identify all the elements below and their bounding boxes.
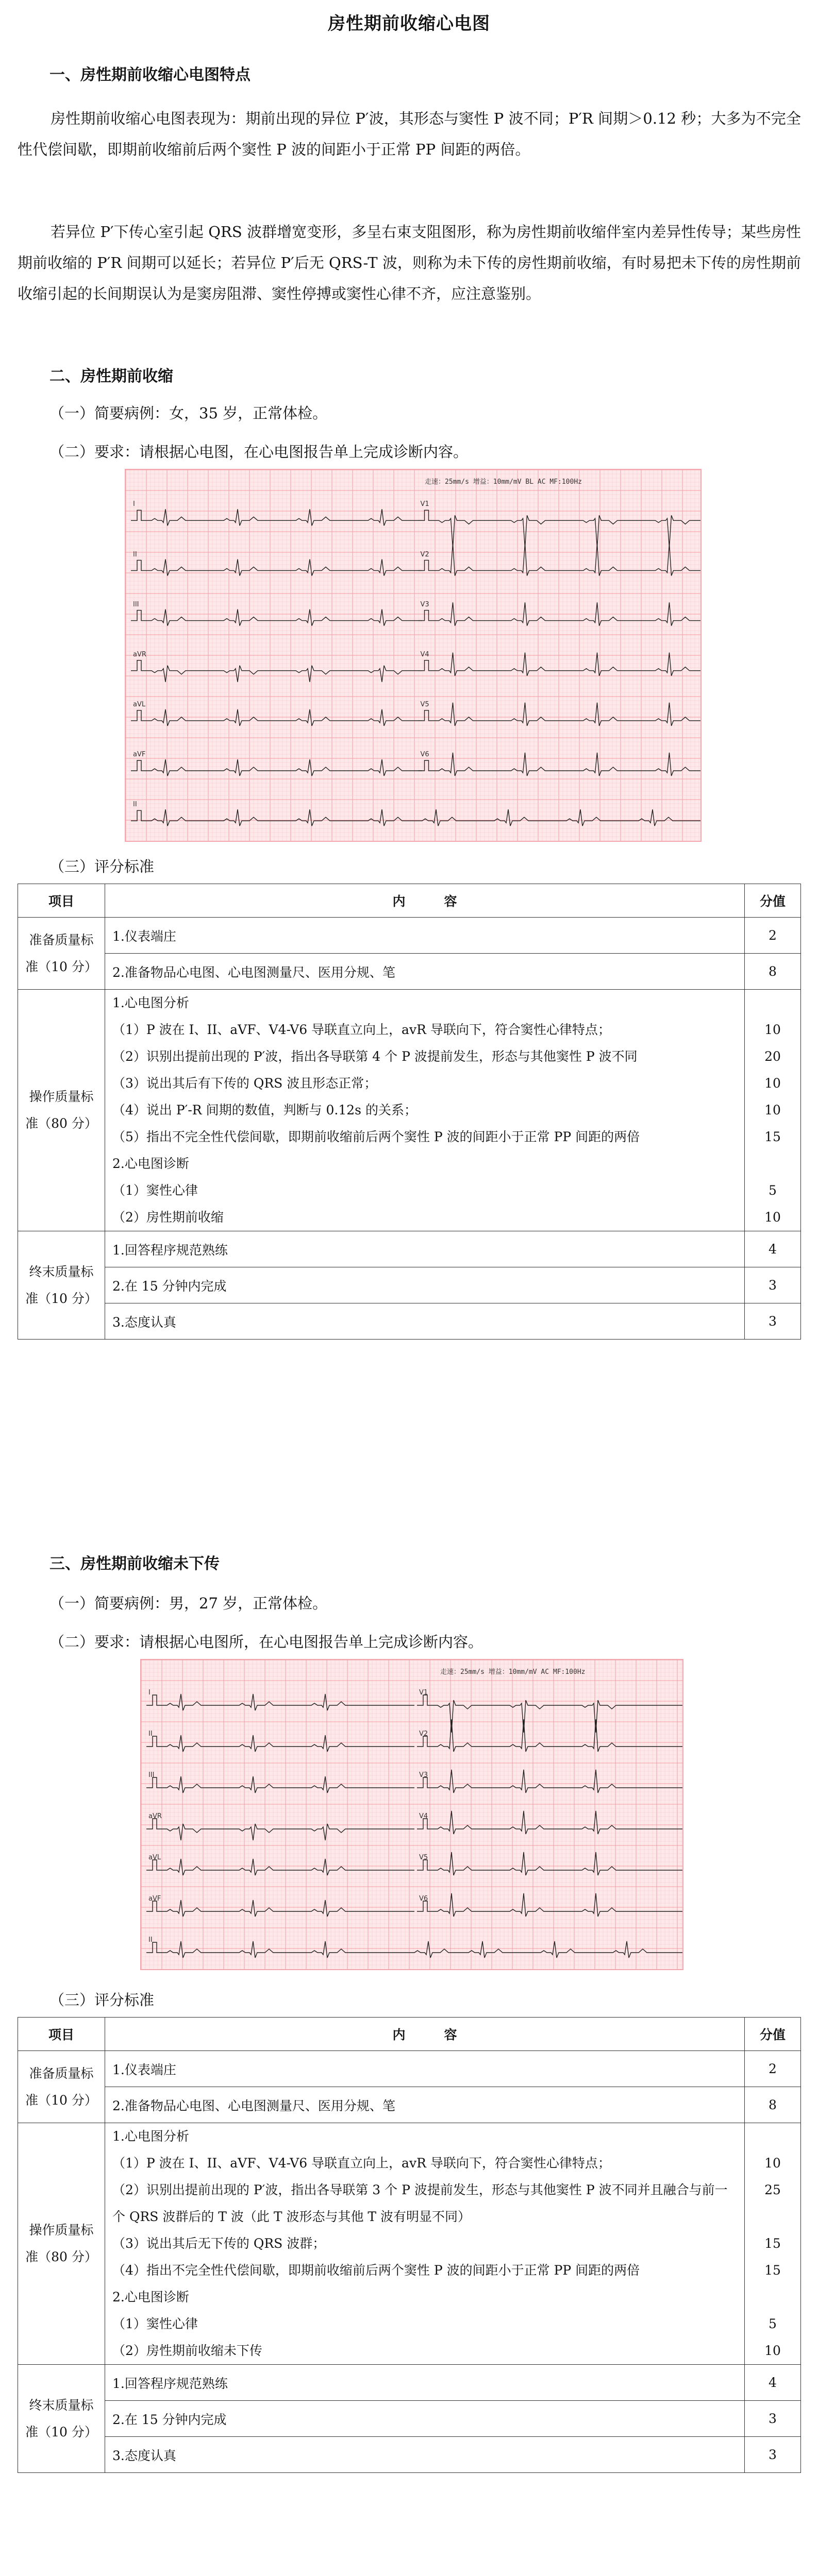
score-table-2 <box>18 2017 801 2473</box>
tbl2-item-score: 2 <box>745 2051 801 2087</box>
tbl1-score-block-1 <box>745 990 801 1231</box>
tbl1-category-2: 终末质量标准（10 分） <box>18 1231 105 1340</box>
tbl1-header-1: 内 容 <box>105 884 745 918</box>
section1-heading: 一、房性期前收缩心电图特点 <box>49 66 251 84</box>
ecg-lead-label: aVF <box>148 1895 161 1903</box>
tbl2-item-score: 8 <box>745 2087 801 2123</box>
tbl1-item: （4）说出 P′-R 间期的数值，判断与 0.12s 的关系； <box>112 1103 417 1117</box>
tbl1-item: 1.仪表端庄 <box>105 918 745 954</box>
tbl2-item-score <box>752 2123 793 2150</box>
ecg-lead-label: aVL <box>148 1854 161 1861</box>
tbl1-category-0: 准备质量标准（10 分） <box>18 918 105 990</box>
section3-case: （一）简要病例：男，27 岁，正常体检。 <box>49 1595 328 1612</box>
tbl1-item: （3）说出其后有下传的 QRS 波且形态正常； <box>112 1076 377 1091</box>
section2-criteria-heading: （三）评分标准 <box>49 858 155 875</box>
section3-heading: 三、房性期前收缩未下传 <box>49 1555 220 1573</box>
ecg-image-1 <box>125 469 702 842</box>
ecg-lead-label: V1 <box>419 1689 428 1697</box>
tbl1-item-score: 15 <box>764 1129 781 1144</box>
tbl1-item-score: 10 <box>764 1103 781 1117</box>
ecg-lead-label: V1 <box>420 500 429 509</box>
tbl2-item: （2）识别出提前出现的 P′波，指出各导联第 3 个 P 波提前发生，形态与其他窦性 P 波不同并且融合与前一个 QRS 波群后的 T 波（此 T 波形态与其他 T 波有明显不同） <box>112 2182 728 2224</box>
ecg-lead-label: II <box>133 801 137 809</box>
section1-para2: 若异位 P′下传心室引起 QRS 波群增宽变形，多呈右束支阻图形，称为房性期前收缩伴室内差异性传导；某些房性期前收缩的 P′R 间期可以延长；若异位 P′后无 QRS-T 波，则称为未下传的房性期前收缩，有时易把未下传的房性期前收缩引起的长间期误认为是窦房阻滞、窦性停搏或窦性心律不齐，应注意鉴别。 <box>18 223 801 302</box>
ecg-trace-graphic <box>141 1660 682 1969</box>
tbl1-item-score: 10 <box>764 1210 781 1225</box>
ecg-lead-label: II <box>148 1936 153 1944</box>
ecg-lead-label: V6 <box>420 751 429 759</box>
tbl2-item-score: 5 <box>769 2316 777 2331</box>
ecg-lead-label: V2 <box>419 1730 428 1738</box>
tbl2-item: 2.在 15 分钟内完成 <box>105 2401 745 2437</box>
tbl2-category-1: 操作质量标准（80 分） <box>18 2123 105 2365</box>
tbl2-item: （1）窦性心律 <box>112 2316 198 2331</box>
tbl2-item-score <box>752 2284 793 2311</box>
tbl1-item: 1.心电图分析 <box>112 995 189 1010</box>
tbl1-item-score <box>752 990 793 1016</box>
ecg-lead-label: aVR <box>148 1812 162 1820</box>
section2-case: （一）简要病例：女，35 岁，正常体检。 <box>49 404 328 422</box>
tbl2-item-score: 15 <box>764 2263 781 2278</box>
tbl2-item: （3）说出其后无下传的 QRS 波群； <box>112 2236 326 2251</box>
tbl1-item: 2.准备物品心电图、心电图测量尺、医用分规、笔 <box>105 954 745 990</box>
tbl1-item: （1）P 波在 I、II、aVF、V4-V6 导联直立向上，avR 导联向下，符合窦性心律特点； <box>112 1022 611 1037</box>
tbl2-item: 3.态度认真 <box>105 2437 745 2473</box>
ecg-lead-label: I <box>148 1689 151 1697</box>
tbl1-item-score: 3 <box>745 1303 801 1340</box>
tbl2-header-2: 分值 <box>745 2018 801 2051</box>
tbl2-item-score: 10 <box>764 2156 781 2171</box>
page-title: 房性期前收缩心电图 <box>328 13 490 34</box>
tbl1-category-1: 操作质量标准（80 分） <box>18 990 105 1231</box>
tbl1-item: （2）房性期前收缩 <box>112 1210 224 1225</box>
ecg-lead-label: V2 <box>420 550 429 558</box>
ecg-lead-label: I <box>133 500 135 509</box>
tbl2-item: （2）房性期前收缩未下传 <box>112 2343 262 2358</box>
ecg-lead-label: aVR <box>133 650 146 658</box>
tbl1-item-score: 2 <box>745 918 801 954</box>
ecg-lead-label: V5 <box>419 1854 428 1861</box>
tbl1-item-score <box>752 1150 793 1177</box>
section1-para1: 房性期前收缩心电图表现为：期前出现的异位 P′波，其形态与窦性 P 波不同；P′R 间期＞0.12 秒；大多为不完全性代偿间歇，即期前收缩前后两个窦性 P 波的间距小于正常 PP 间距的两倍。 <box>18 110 801 158</box>
tbl2-item: 2.心电图诊断 <box>112 2290 189 2304</box>
tbl2-item-score: 10 <box>764 2343 781 2358</box>
tbl1-item-score: 10 <box>764 1022 781 1037</box>
tbl2-item: 1.回答程序规范熟练 <box>105 2365 745 2401</box>
section2-requirement: （二）要求：请根据心电图，在心电图报告单上完成诊断内容。 <box>49 443 469 461</box>
ecg-lead-label: III <box>133 600 139 608</box>
tbl2-item: 2.准备物品心电图、心电图测量尺、医用分规、笔 <box>105 2087 745 2123</box>
tbl2-item: （1）P 波在 I、II、aVF、V4-V6 导联直立向上，avR 导联向下，符合窦性心律特点； <box>112 2156 611 2171</box>
section3-requirement: （二）要求：请根据心电图所，在心电图报告单上完成诊断内容。 <box>49 1633 483 1651</box>
tbl2-item-score: 25 <box>764 2182 781 2197</box>
ecg-lead-label: V3 <box>420 600 429 608</box>
tbl1-header-0: 项目 <box>18 884 105 918</box>
tbl1-item-score: 5 <box>769 1183 777 1198</box>
tbl2-item-score: 4 <box>745 2365 801 2401</box>
section2-heading: 二、房性期前收缩 <box>49 367 173 385</box>
tbl1-item-score: 10 <box>764 1076 781 1091</box>
ecg-lead-label: V4 <box>420 650 429 658</box>
tbl2-category-0: 准备质量标准（10 分） <box>18 2051 105 2123</box>
ecg-lead-label: II <box>148 1730 153 1738</box>
tbl1-item: （2）识别出提前出现的 P′波，指出各导联第 4 个 P 波提前发生，形态与其他窦性 P 波不同 <box>112 1049 638 1064</box>
tbl2-header-0: 项目 <box>18 2018 105 2051</box>
score-table-1 <box>18 884 801 1340</box>
ecg-trace-graphic <box>126 470 700 841</box>
tbl2-score-block-1 <box>745 2123 801 2365</box>
ecg-lead-label: V4 <box>419 1812 428 1820</box>
tbl1-item-score: 4 <box>745 1231 801 1267</box>
tbl1-item: 3.态度认真 <box>105 1303 745 1340</box>
tbl1-header-2: 分值 <box>745 884 801 918</box>
ecg-lead-label: V3 <box>419 1771 428 1779</box>
ecg-lead-label: III <box>148 1771 155 1779</box>
tbl2-item: 1.心电图分析 <box>112 2129 189 2144</box>
ecg-lead-label: aVF <box>133 751 146 759</box>
tbl1-item-score: 3 <box>745 1267 801 1303</box>
ecg-lead-label: V5 <box>420 701 429 708</box>
tbl2-category-2: 终末质量标准（10 分） <box>18 2365 105 2473</box>
ecg-lead-label: aVL <box>133 701 146 708</box>
tbl1-item: （1）窦性心律 <box>112 1183 198 1198</box>
tbl1-item-score: 8 <box>745 954 801 990</box>
tbl1-content-block-1 <box>105 990 745 1231</box>
tbl1-item-score: 20 <box>764 1049 781 1064</box>
ecg2-header: 走速：25mm/s 增益：10mm/mV AC MF:100Hz <box>440 1668 586 1676</box>
tbl2-item: 1.仪表端庄 <box>105 2051 745 2087</box>
ecg-image-2 <box>140 1659 683 1970</box>
tbl2-item-score: 3 <box>745 2437 801 2473</box>
tbl2-item-score: 15 <box>764 2236 781 2251</box>
tbl1-item: 2.心电图诊断 <box>112 1156 189 1171</box>
ecg1-header: 走速：25mm/s 增益：10mm/mV BL AC MF:100Hz <box>425 478 582 486</box>
tbl1-item: 1.回答程序规范熟练 <box>105 1231 745 1267</box>
section3-criteria-heading: （三）评分标准 <box>49 1991 155 2009</box>
tbl2-item-score: 3 <box>745 2401 801 2437</box>
tbl2-header-1: 内 容 <box>105 2018 745 2051</box>
tbl1-item: （5）指出不完全性代偿间歇，即期前收缩前后两个窦性 P 波的间距小于正常 PP 间距的两倍 <box>112 1129 640 1144</box>
ecg-lead-label: V6 <box>419 1895 428 1903</box>
tbl2-item: （4）指出不完全性代偿间歇，即期前收缩前后两个窦性 P 波的间距小于正常 PP 间距的两倍 <box>112 2263 640 2278</box>
tbl2-content-block-1 <box>105 2123 745 2365</box>
tbl1-item: 2.在 15 分钟内完成 <box>105 1267 745 1303</box>
ecg-lead-label: II <box>133 550 137 558</box>
